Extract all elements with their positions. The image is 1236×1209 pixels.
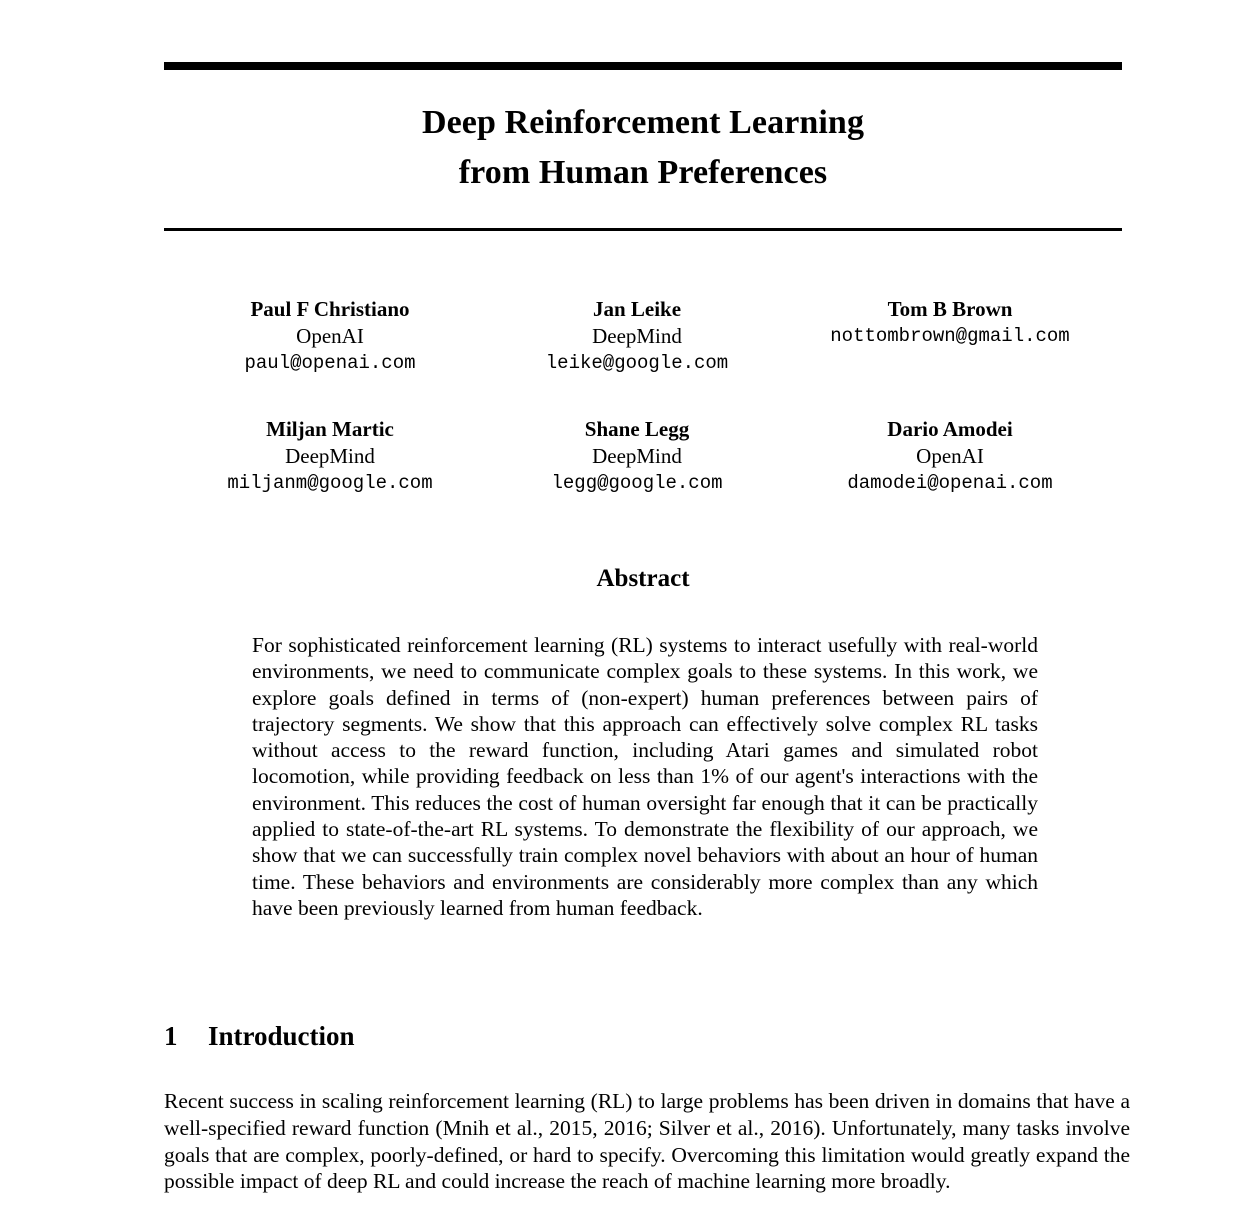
section-heading-introduction [164, 1018, 1122, 1054]
author-email: damodei@openai.com [847, 472, 1053, 494]
author-name: Paul F Christiano [250, 297, 410, 321]
page-title [164, 98, 1122, 198]
author-entry [496, 296, 778, 377]
author-entry [164, 416, 496, 497]
author-name: Miljan Martic [266, 417, 394, 441]
author-email: nottombrown@gmail.com [830, 325, 1070, 347]
header-rule-thick [164, 62, 1122, 70]
section-number: 1 [164, 1021, 178, 1051]
author-email: paul@openai.com [244, 352, 416, 374]
author-affiliation: OpenAI [296, 324, 364, 348]
author-block-row-1 [164, 296, 1122, 377]
author-name: Dario Amodei [887, 417, 1013, 441]
author-entry [778, 296, 1122, 377]
author-name: Shane Legg [584, 417, 690, 441]
author-email: legg@google.com [551, 472, 723, 494]
author-affiliation: OpenAI [916, 444, 984, 468]
author-email: miljanm@google.com [227, 472, 433, 494]
author-entry [496, 416, 778, 497]
author-entry [778, 416, 1122, 497]
title-line-2: from Human Preferences [458, 154, 828, 191]
author-block-row-2 [164, 416, 1122, 497]
abstract-heading: Abstract [596, 565, 690, 592]
author-affiliation: DeepMind [592, 324, 682, 348]
author-affiliation: DeepMind [285, 444, 375, 468]
section-title: Introduction [208, 1021, 355, 1051]
author-entry [164, 296, 496, 377]
header-rule-thin [164, 228, 1122, 231]
title-line-1: Deep Reinforcement Learning [421, 104, 865, 141]
abstract-text: For sophisticated reinforcement learning (RL) systems to interact usefully with real-world environments, we need to communicate complex goals to these systems. In this work, we explore goals defined in terms of (non-expert) human preferences between pairs of trajectory segments. We show that this approach can effectively solve complex RL tasks without access to the reward function, including Atari games and simulated robot locomotion, while providing feedback on less than 1% of our agent's interactions with the environment. This reduces the cost of human oversight far enough that it can be practically applied to state-of-the-art RL systems. To demonstrate the flexibility of our approach, we show that we can successfully train complex novel behaviors with about an hour of human time. These behaviors and environments are considerably more complex than any which have been previously learned from human feedback. [252, 633, 1038, 920]
author-email: leike@google.com [545, 352, 729, 374]
section-paragraph: Recent success in scaling reinforcement learning (RL) to large problems has been driven in domains that have a well-specified reward function (Mnih et al., 2015, 2016; Silver et al., 2016). Unfortunately, many tasks involve goals that are complex, poorly-defined, or hard to specify. Overcoming this limitation would greatly expand the possible impact of deep RL and could increase the reach of machine learning more broadly. [164, 1089, 1130, 1194]
author-name: Tom B Brown [887, 297, 1013, 321]
author-name: Jan Leike [592, 297, 682, 321]
author-affiliation: DeepMind [592, 444, 682, 468]
